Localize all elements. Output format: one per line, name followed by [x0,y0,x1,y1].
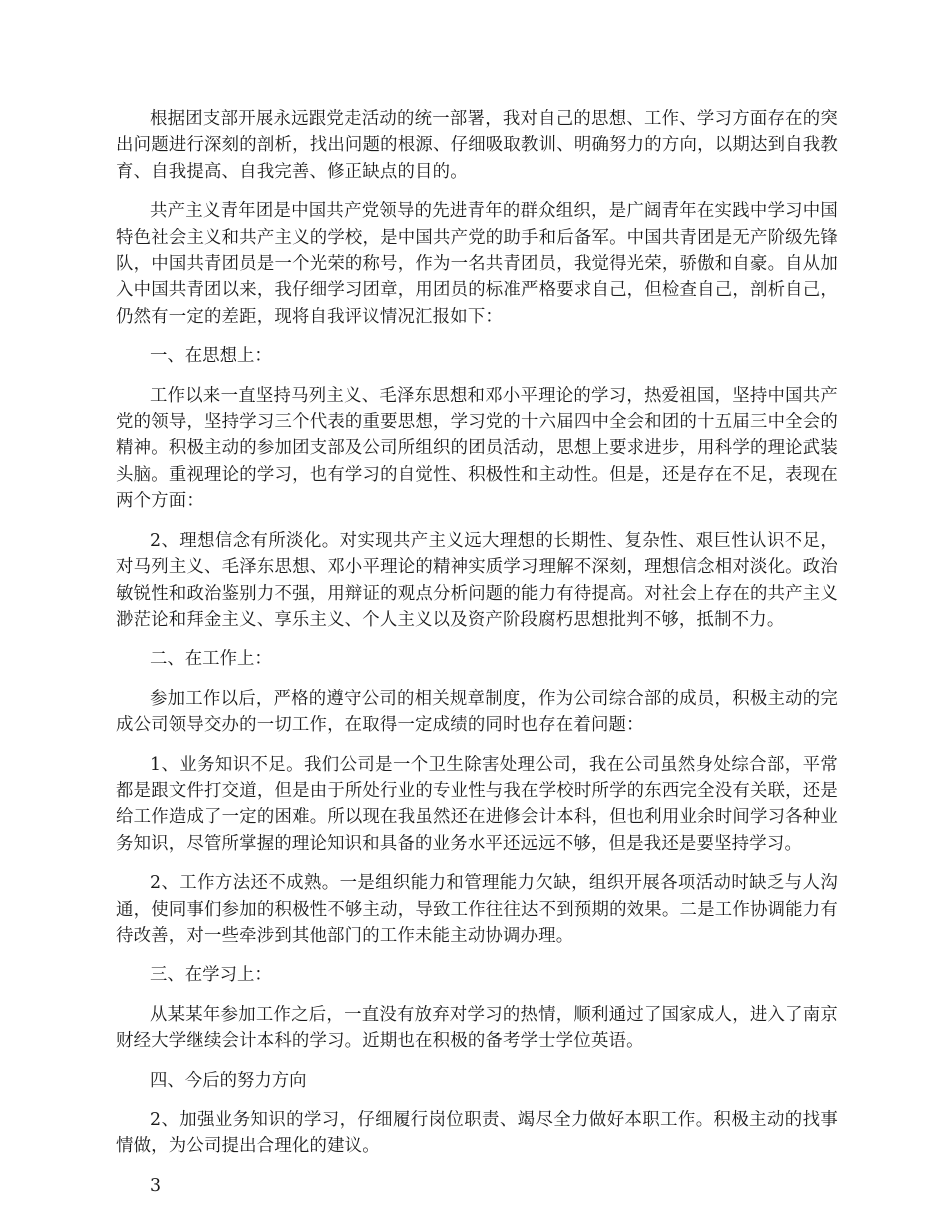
page-number: 3 [150,1175,162,1196]
ideal-belief-paragraph: 2、理想信念有所淡化。对实现共产主义远大理想的长期性、复杂性、艰巨性认识不足，对马列主义、毛泽东思想、邓小平理论的精神实质学习理解不深刻，理想信念相对淡化。政治敏锐性和政治鉴别力不强，用辩证的观点分析问题的能力有待提高。对社会上存在的共产主义渺茫论和拜金主义、享乐主义、个人主义以及资产阶段腐朽思想批判不够，抵制不力。 [116,530,838,630]
document-body [116,106,838,1199]
intro-paragraph: 根据团支部开展永远跟党走活动的统一部署，我对自己的思想、工作、学习方面存在的突出问题进行深刻的剖析，找出问题的根源、仔细吸取教训、明确努力的方向，以期达到自我教育、自我提高、自我完善、修正缺点的目的。 [116,109,838,182]
background-paragraph: 共产主义青年团是中国共产党领导的先进青年的群众组织，是广阔青年在实践中学习中国特色社会主义和共产主义的学校，是中国共产党的助手和后备军。中国共青团是无产阶级先锋队，中国共青团员是一个光荣的称号，作为一名共青团员，我觉得光荣，骄傲和自豪。自从加入中国共青团以来，我仔细学习团章，用团员的标准严格要求自己，但检查自己，剖析自己，仍然有一定的差距，现将自我评议情况汇报如下： [116,201,838,327]
thought-paragraph: 工作以来一直坚持马列主义、毛泽东思想和邓小平理论的学习，热爱祖国，坚持中国共产党的领导，坚持学习三个代表的重要思想，学习党的十六届四中全会和团的十五届三中全会的精神。积极主动的参加团支部及公司所组织的团员活动，思想上要求进步，用科学的理论武装头脑。重视理论的学习，也有学习的自觉性、积极性和主动性。但是，还是存在不足，表现在两个方面： [116,385,838,512]
section-heading-future: 四、今后的努力方向 [150,1070,307,1091]
business-knowledge-paragraph: 1、业务知识不足。我们公司是一个卫生除害处理公司，我在公司虽然身处综合部，平常都是跟文件打交道，但是由于所处行业的专业性与我在学校时所学的东西完全没有关联，还是给工作造成了一定的困难。所以现在我虽然还在进修会计本科，但也利用业余时间学习各种业务知识，尽管所掌握的理论知识和具备的业务水平还远远不够，但是我还是要坚持学习。 [116,754,838,854]
section-heading-work: 二、在工作上： [150,649,272,670]
section-heading-thought: 一、在思想上： [150,346,272,367]
work-paragraph: 参加工作以后，严格的遵守公司的相关规章制度，作为公司综合部的成员，积极主动的完成公司领导交办的一切工作，在取得一定成绩的同时也存在着问题： [116,688,838,736]
future-paragraph: 2、加强业务知识的学习，仔细履行岗位职责、竭尽全力做好本职工作。积极主动的找事情做，为公司提出合理化的建议。 [116,1110,838,1157]
study-paragraph: 从某某年参加工作之后，一直没有放弃对学习的热情，顺利通过了国家成人，进入了南京财经大学继续会计本科的学习。近期也在积极的备考学士学位英语。 [116,1004,838,1052]
work-method-paragraph: 2、工作方法还不成熟。一是组织能力和管理能力欠缺，组织开展各项活动时缺乏与人沟通，使同事们参加的积极性不够主动，导致工作往往达不到预期的效果。二是工作协调能力有待改善，对一些牵涉到其他部门的工作未能主动协调办理。 [116,873,838,946]
section-heading-study: 三、在学习上： [150,965,272,986]
